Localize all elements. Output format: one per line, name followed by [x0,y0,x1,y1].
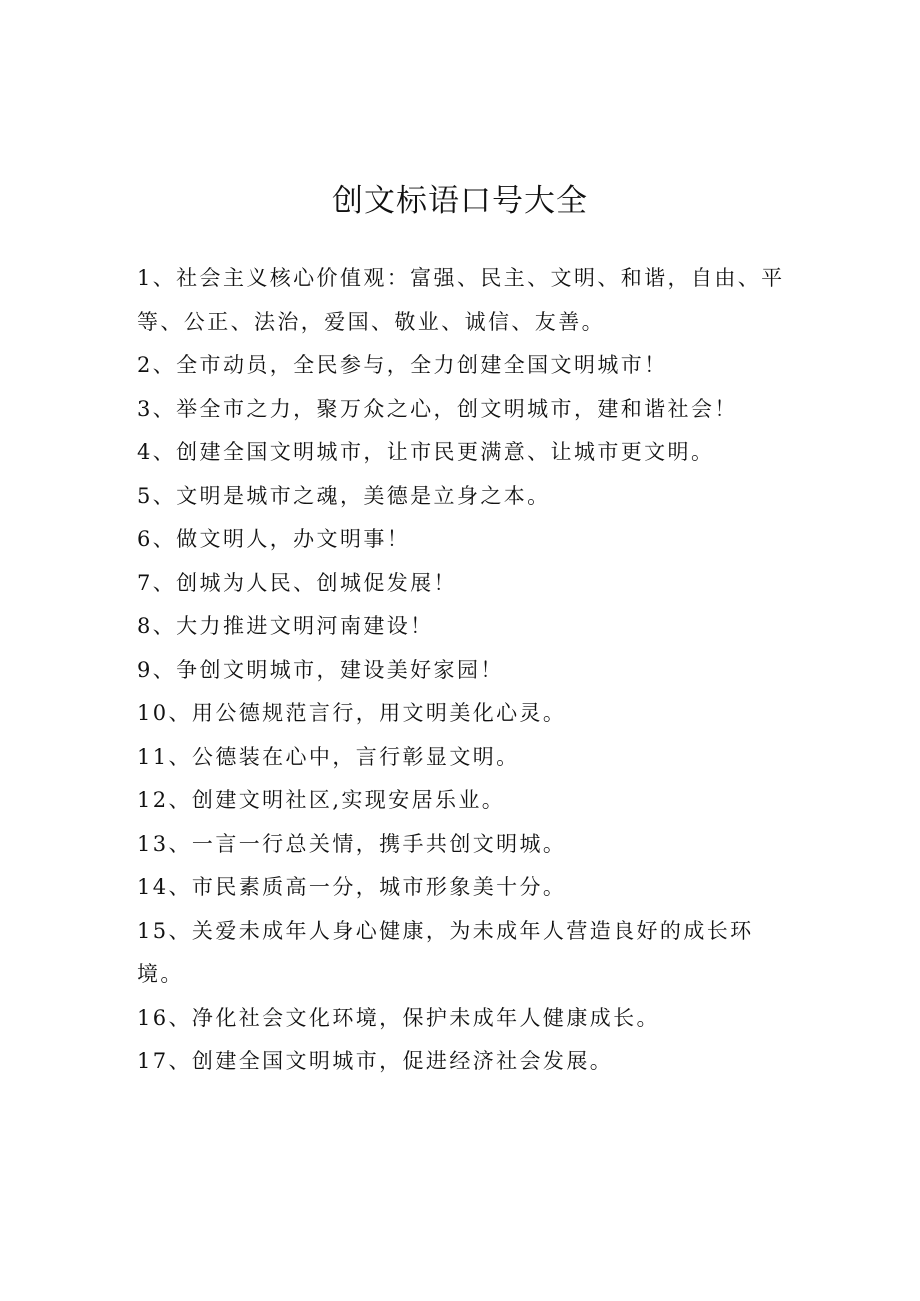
slogan-list [137,257,792,1084]
slogan-item: 6、做文明人，办文明事！ [137,527,411,551]
slogan-item: 9、争创文明城市，建设美好家园！ [137,657,504,682]
slogan-item: 12、创建文明社区,实现安居乐业。 [137,788,506,812]
slogan-item: 2、全市动员，全民参与，全力创建全国文明城市！ [137,353,668,377]
slogan-item: 16、净化社会文化环境，保护未成年人健康成长。 [137,1005,660,1030]
slogan-item: 13、一言一行总关情，携手共创文明城。 [137,831,567,856]
slogan-item: 17、创建全国文明城市，促进经济社会发展。 [137,1049,614,1073]
slogan-item: 7、创城为人民、创城促发展！ [137,570,457,595]
slogan-item: 11、公德装在心中，言行彰显文明。 [137,744,520,769]
slogan-item: 15、关爱未成年人身心健康，为未成年人营造良好的成长环境。 [137,918,754,986]
document-title: 创文标语口号大全 [332,182,588,219]
slogan-item: 1、社会主义核心价值观：富强、民主、文明、和谐，自由、平等、公正、法治，爱国、敬业、诚信、友善。 [137,266,785,334]
slogan-item: 8、大力推进文明河南建设！ [137,614,434,638]
slogan-item: 14、市民素质高一分，城市形象美十分。 [137,875,567,899]
slogan-item: 10、用公德规范言行，用文明美化心灵。 [137,701,567,725]
slogan-item: 5、文明是城市之魂，美德是立身之本。 [137,483,551,508]
slogan-item: 4、创建全国文明城市，让市民更满意、让城市更文明。 [137,440,715,464]
slogan-item: 3、举全市之力，聚万众之心，创文明城市，建和谐社会！ [137,396,738,421]
